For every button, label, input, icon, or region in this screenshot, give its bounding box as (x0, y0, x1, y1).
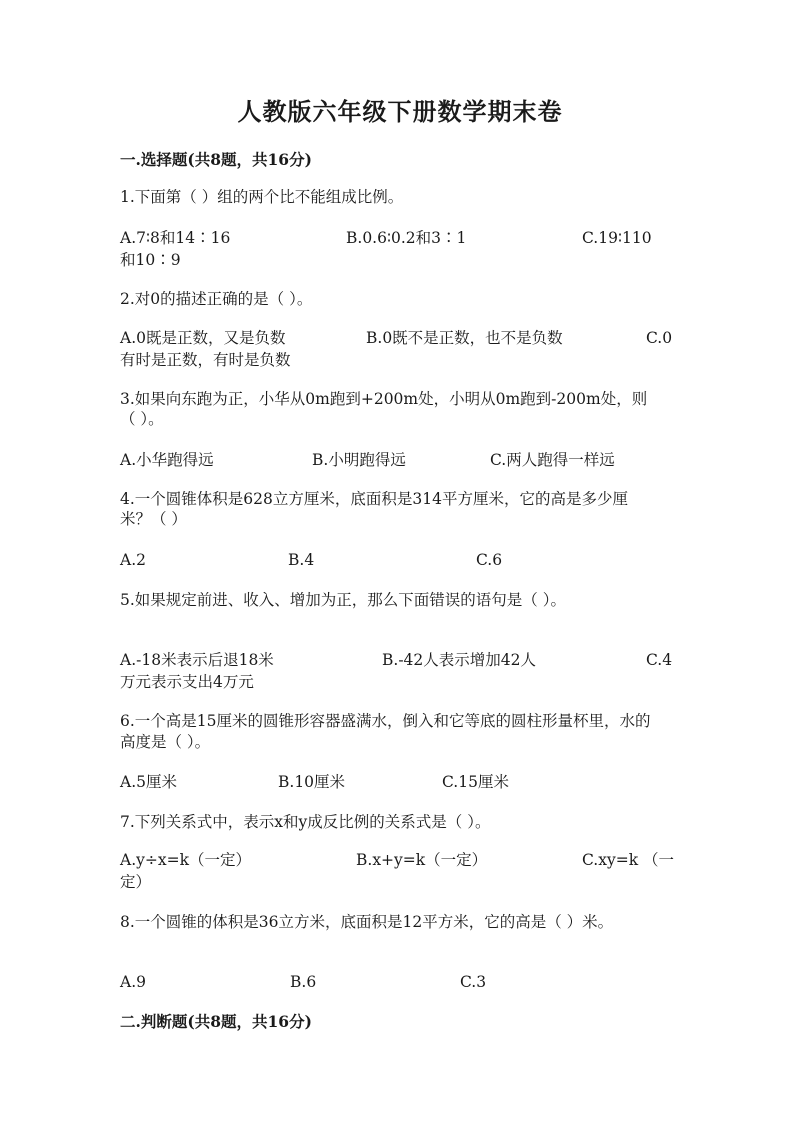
question-stem: 1.下面第（ ）组的两个比不能组成比例。 (120, 188, 404, 206)
option-c: C.6 (476, 551, 503, 569)
option-a: A.y÷x=k（一定） (120, 851, 251, 869)
option-b: B.10厘米 (278, 773, 346, 791)
option-a: A.9 (120, 973, 146, 991)
option-a: A.2 (120, 551, 146, 569)
option-c: C.两人跑得一样远 (490, 451, 615, 469)
question-stem-line2: 米？（ ） (120, 510, 187, 528)
page-title: 人教版六年级下册数学期末卷 (237, 97, 563, 126)
section-heading-choice: 一.选择题(共8题，共16分) (120, 150, 312, 169)
question-stem: 4.一个圆锥体积是628立方厘米，底面积是314平方厘米，它的高是多少厘 (120, 490, 628, 508)
option-b: B.小明跑得远 (312, 451, 406, 469)
question-stem: 2.对0的描述正确的是（ ）。 (120, 290, 313, 308)
option-c: C.15厘米 (442, 773, 509, 791)
option-wrap: 定） (120, 873, 152, 891)
option-c: C.3 (460, 973, 487, 991)
option-c: C.0 (646, 329, 673, 347)
question-stem: 8.一个圆锥的体积是36立方米，底面积是12平方米，它的高是（ ）米。 (120, 913, 614, 931)
question-stem: 6.一个高是15厘米的圆锥形容器盛满水，倒入和它等底的圆柱形量杯里，水的 (120, 712, 651, 730)
option-a: A.5厘米 (120, 773, 177, 791)
question-stem: 5.如果规定前进、收入、增加为正，那么下面错误的语句是（ ）。 (120, 591, 566, 609)
option-a: A.-18米表示后退18米 (120, 651, 274, 669)
question-stem-line2: （ ）。 (120, 410, 164, 428)
option-b: B.-42人表示增加42人 (382, 651, 537, 669)
option-c: C.4 (646, 651, 673, 669)
option-b: B.4 (288, 551, 315, 569)
option-b: B.6 (290, 973, 317, 991)
option-wrap: 和10∶9 (120, 251, 181, 269)
option-c: C.xy=k （一 (582, 851, 675, 869)
question-stem: 7.下列关系式中，表示x和y成反比例的关系式是（ ）。 (120, 813, 491, 831)
section-heading-judgment: 二.判断题(共8题，共16分) (120, 1012, 312, 1031)
option-c: C.19∶110 (582, 229, 652, 247)
option-wrap: 有时是正数，有时是负数 (120, 351, 291, 369)
option-a: A.7∶8和14∶16 (120, 229, 231, 247)
option-b: B.x+y=k（一定） (356, 851, 488, 869)
option-a: A.0既是正数，又是负数 (120, 329, 286, 347)
option-b: B.0.6∶0.2和3∶1 (346, 229, 467, 247)
question-stem: 3.如果向东跑为正，小华从0m跑到+200m处，小明从0m跑到-200m处，则 (120, 390, 648, 408)
question-stem-line2: 高度是（ ）。 (120, 733, 211, 751)
option-b: B.0既不是正数，也不是负数 (366, 329, 563, 347)
option-wrap: 万元表示支出4万元 (120, 673, 254, 691)
option-a: A.小华跑得远 (120, 451, 214, 469)
